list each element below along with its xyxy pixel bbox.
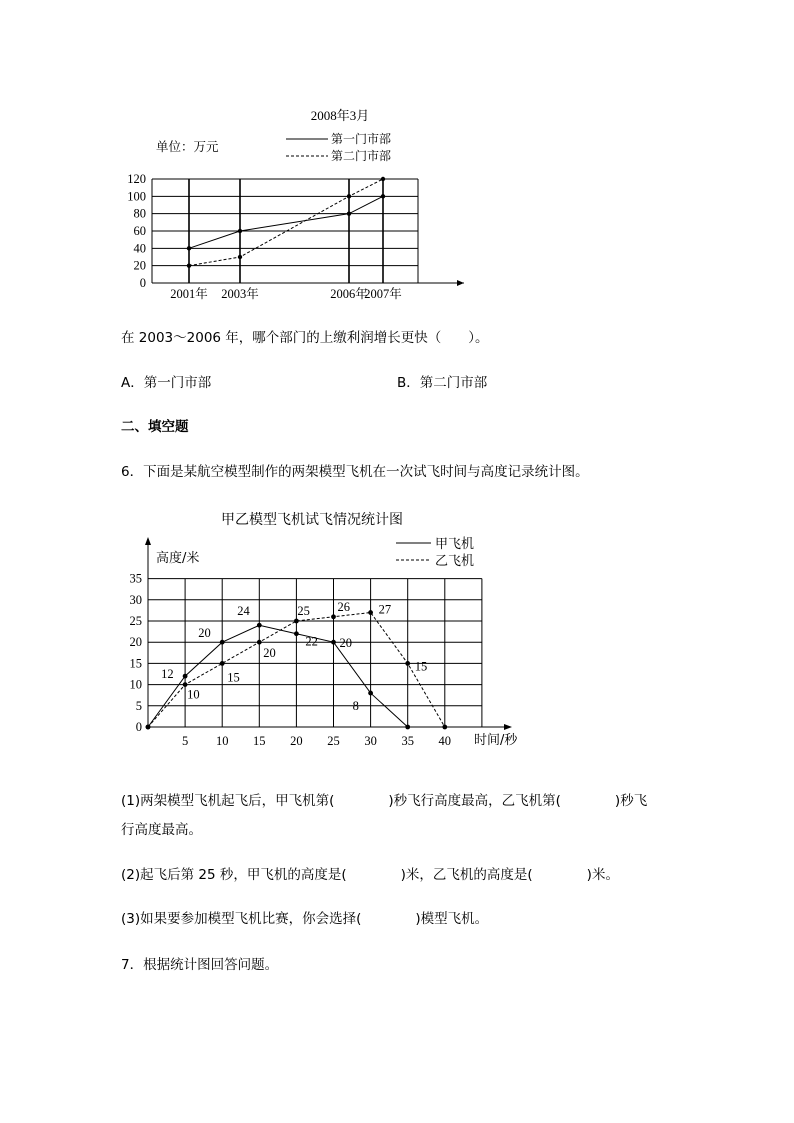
- x-tick-label: 2007年: [364, 287, 402, 301]
- y-tick-label: 30: [129, 592, 142, 607]
- data-point: [347, 194, 351, 198]
- x-tick-label: 15: [253, 734, 266, 748]
- data-point: [294, 619, 299, 624]
- series-line-2: [189, 179, 383, 266]
- y-tick-label: 80: [133, 206, 146, 221]
- y-tick-label: 60: [133, 224, 146, 238]
- x-axis-arrow: [457, 280, 464, 286]
- flight-line-chart: [120, 505, 530, 755]
- q6-sub1-line2: 行高度最高。: [121, 822, 202, 838]
- y-tick-label: 20: [129, 635, 142, 650]
- data-point: [405, 725, 410, 730]
- y-tick-label: 5: [135, 698, 142, 713]
- data-point: [187, 263, 191, 267]
- data-label: 15: [227, 670, 240, 685]
- legend-series-1: 第一门市部: [331, 132, 392, 146]
- x-tick-label: 2001年: [170, 287, 208, 301]
- x-tick-label: 30: [364, 734, 377, 748]
- data-point: [257, 640, 262, 645]
- x-tick-label: 2003年: [221, 287, 259, 301]
- data-point: [146, 725, 151, 730]
- data-label: 20: [339, 636, 352, 651]
- chart1-unit-label: 单位：万元: [156, 139, 219, 154]
- y-tick-label: 0: [135, 720, 142, 734]
- q7-stem: 7．根据统计图回答问题。: [121, 957, 279, 973]
- data-point: [331, 614, 336, 619]
- data-point: [183, 682, 188, 687]
- chart1-title: 2008年3月: [310, 108, 370, 123]
- data-point: [405, 661, 410, 666]
- legend2-series-2: 乙飞机: [435, 554, 475, 569]
- legend2-series-1: 甲飞机: [435, 537, 475, 552]
- data-point: [183, 674, 188, 679]
- q6-sub2: (2)起飞后第 25 秒，甲飞机的高度是( )米，乙飞机的高度是( )米。: [121, 867, 619, 883]
- q6-sub1-line1: (1)两架模型飞机起飞后，甲飞机第( )秒飞行高度最高，乙飞机第( )秒飞: [121, 793, 648, 809]
- q5-question: 在 2003～2006 年，哪个部门的上缴利润增长更快（ ）。: [121, 330, 489, 346]
- data-point: [381, 194, 385, 198]
- data-point: [442, 725, 447, 730]
- chart2-title: 甲乙模型飞机试飞情况统计图: [221, 512, 403, 528]
- data-label: 12: [161, 667, 174, 682]
- data-point: [238, 255, 242, 259]
- x-tick-label: 10: [215, 734, 229, 748]
- q5-option-a[interactable]: A．第一门市部: [121, 375, 212, 391]
- data-label: 22: [305, 634, 318, 649]
- x-tick-label: 5: [181, 734, 189, 748]
- y-tick-label: 20: [133, 258, 146, 273]
- chart2-ylabel: 高度/米: [156, 551, 200, 566]
- y-tick-label: 40: [133, 241, 146, 256]
- chart2-xlabel: 时间/秒: [474, 733, 518, 748]
- series-line-1: [189, 196, 383, 248]
- x-axis-arrow: [504, 724, 512, 730]
- data-point: [187, 246, 191, 250]
- x-tick-label: 25: [327, 734, 340, 748]
- y-tick-label: 120: [127, 172, 146, 186]
- data-label: 25: [297, 604, 310, 618]
- x-tick-label: 35: [401, 734, 414, 748]
- profit-line-chart: [110, 100, 490, 310]
- data-label: 20: [198, 626, 211, 641]
- x-tick-label: 40: [438, 734, 452, 748]
- data-label: 10: [187, 687, 200, 702]
- q6-sub3: (3)如果要参加模型飞机比赛，你会选择( )模型飞机。: [121, 911, 489, 927]
- y-tick-label: 25: [129, 614, 142, 628]
- legend-series-2: 第二门市部: [331, 149, 392, 163]
- data-point: [331, 640, 336, 645]
- y-tick-label: 15: [129, 656, 142, 671]
- y-tick-label: 100: [127, 189, 146, 204]
- y-axis-arrow: [145, 537, 151, 545]
- data-label: 26: [337, 599, 350, 614]
- data-point: [368, 691, 373, 696]
- data-point: [381, 177, 385, 181]
- data-label: 8: [352, 699, 359, 714]
- y-tick-label: 0: [139, 276, 146, 290]
- data-label: 27: [378, 602, 392, 617]
- section-title: 二、填空题: [121, 419, 189, 435]
- y-tick-label: 10: [129, 677, 142, 692]
- q5-option-b[interactable]: B．第二门市部: [397, 375, 488, 391]
- x-tick-label: 20: [290, 734, 303, 748]
- data-point: [220, 661, 225, 666]
- data-point: [294, 631, 299, 636]
- q6-stem: 6．下面是某航空模型制作的两架模型飞机在一次试飞时间与高度记录统计图。: [121, 464, 589, 480]
- data-point: [257, 623, 262, 628]
- data-point: [368, 610, 373, 615]
- data-point: [347, 211, 351, 215]
- data-label: 15: [414, 659, 428, 674]
- y-tick-label: 35: [129, 571, 142, 586]
- data-point: [220, 640, 225, 645]
- data-point: [238, 229, 242, 233]
- data-label: 20: [263, 646, 276, 661]
- data-label: 24: [237, 604, 250, 619]
- x-tick-label: 2006年: [330, 287, 368, 301]
